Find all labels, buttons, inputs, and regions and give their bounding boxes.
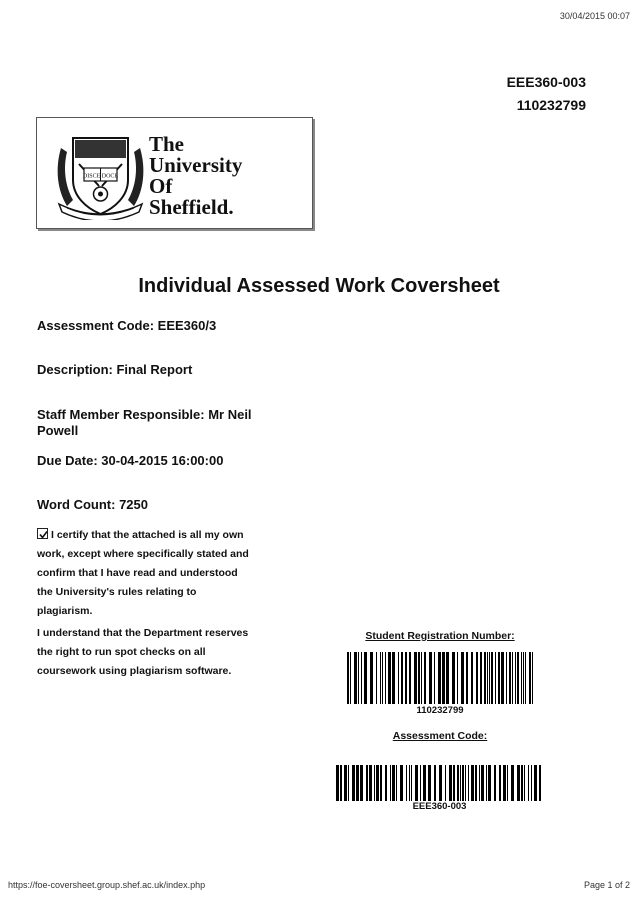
understanding-line-2: the right to run spot checks on all bbox=[37, 646, 206, 658]
barcode-bar bbox=[340, 765, 342, 801]
barcode-bar bbox=[347, 652, 349, 704]
barcode-bar bbox=[348, 765, 349, 801]
barcode-bar bbox=[392, 765, 395, 801]
barcode-bar bbox=[388, 652, 391, 704]
understanding-line-1: I understand that the Department reserves bbox=[37, 627, 249, 639]
page-title: Individual Assessed Work Coversheet bbox=[138, 275, 500, 297]
barcode-bar bbox=[434, 652, 435, 704]
barcode-bar bbox=[358, 652, 359, 704]
university-crest-icon bbox=[53, 128, 148, 220]
registration-barcode-value: 110232799 bbox=[416, 705, 464, 716]
barcode-bar bbox=[390, 765, 391, 801]
barcode-bar bbox=[344, 765, 347, 801]
registration-barcode bbox=[347, 652, 533, 709]
barcode-bar bbox=[434, 765, 436, 801]
barcode-bar bbox=[521, 652, 522, 704]
barcode-bar bbox=[506, 652, 507, 704]
barcode-bar bbox=[336, 765, 339, 801]
barcode-bar bbox=[479, 765, 480, 801]
barcode-bar bbox=[484, 652, 486, 704]
barcode-bar bbox=[411, 765, 412, 801]
barcode-bar bbox=[398, 652, 399, 704]
assessment-code-field: Assessment Code: EEE360/3 bbox=[37, 318, 217, 333]
barcode-bar bbox=[521, 765, 523, 801]
barcode-bar bbox=[396, 765, 397, 801]
registration-id-header: 110232799 bbox=[516, 97, 586, 113]
barcode-bar bbox=[480, 652, 482, 704]
barcode-bar bbox=[534, 765, 537, 801]
staff-member-field bbox=[37, 407, 252, 439]
registration-number-label: Student Registration Number: bbox=[365, 630, 515, 642]
barcode-bar bbox=[471, 652, 473, 704]
barcode-bar bbox=[531, 765, 532, 801]
barcode-bar bbox=[385, 765, 387, 801]
barcode-bar bbox=[457, 652, 458, 704]
barcode-bar bbox=[528, 765, 529, 801]
barcode-bar bbox=[439, 765, 442, 801]
barcode-bar bbox=[401, 652, 403, 704]
logo-line-sheffield: Sheffield. bbox=[149, 195, 234, 219]
barcode-bar bbox=[517, 765, 520, 801]
barcode-bar bbox=[501, 652, 504, 704]
barcode-bar bbox=[465, 765, 466, 801]
print-page-number: Page 1 of 2 bbox=[583, 880, 630, 890]
barcode-bar bbox=[361, 652, 362, 704]
barcode-bar bbox=[466, 652, 468, 704]
university-name bbox=[149, 134, 242, 218]
barcode-bar bbox=[487, 652, 488, 704]
barcode-bar bbox=[453, 765, 455, 801]
barcode-bar bbox=[489, 652, 490, 704]
barcode-bar bbox=[512, 652, 513, 704]
barcode-bar bbox=[424, 652, 426, 704]
barcode-bar bbox=[380, 765, 382, 801]
certification-line-5: plagiarism. bbox=[37, 605, 93, 617]
university-logo bbox=[36, 117, 313, 229]
barcode-bar bbox=[457, 765, 459, 801]
barcode-bar bbox=[452, 652, 455, 704]
barcode-bar bbox=[409, 765, 410, 801]
certification-line-1: I certify that the attached is all my own bbox=[51, 529, 244, 541]
barcode-bar bbox=[382, 652, 383, 704]
barcode-bar bbox=[460, 765, 461, 801]
barcode-bar bbox=[405, 652, 407, 704]
barcode-bar bbox=[374, 765, 375, 801]
barcode-bar bbox=[494, 765, 496, 801]
barcode-bar bbox=[369, 765, 372, 801]
barcode-bar bbox=[525, 652, 526, 704]
barcode-bar bbox=[499, 765, 501, 801]
barcode-bar bbox=[511, 765, 514, 801]
barcode-bar bbox=[414, 652, 417, 704]
checkmark-icon bbox=[38, 529, 49, 540]
barcode-bar bbox=[428, 765, 431, 801]
barcode-bar bbox=[406, 765, 407, 801]
barcode-bar bbox=[507, 765, 508, 801]
crest-motto: DISCE DOCE bbox=[82, 173, 119, 180]
barcode-bar bbox=[446, 652, 449, 704]
barcode-bar bbox=[471, 765, 474, 801]
plagiarism-check-statement bbox=[37, 624, 277, 681]
certify-checkbox[interactable] bbox=[37, 528, 48, 539]
barcode-bar bbox=[376, 652, 377, 704]
barcode-bar bbox=[385, 652, 386, 704]
staff-member-line-2: Powell bbox=[37, 423, 79, 438]
barcode-bar bbox=[476, 652, 478, 704]
certification-line-4: the University's rules relating to bbox=[37, 586, 197, 598]
barcode-bar bbox=[376, 765, 379, 801]
barcode-bar bbox=[529, 652, 531, 704]
due-date-field: Due Date: 30-04-2015 16:00:00 bbox=[37, 453, 224, 468]
logo-line-the: The bbox=[149, 132, 185, 156]
staff-member-line-1: Staff Member Responsible: Mr Neil bbox=[37, 407, 252, 422]
logo-line-of: Of bbox=[149, 174, 173, 198]
barcode-bar bbox=[380, 652, 381, 704]
understanding-line-3: coursework using plagiarism software. bbox=[37, 665, 232, 677]
barcode-bar bbox=[445, 765, 446, 801]
barcode-bar bbox=[475, 765, 477, 801]
barcode-bar bbox=[539, 765, 541, 801]
barcode-bar bbox=[438, 652, 441, 704]
print-url: https://foe-coversheet.group.shef.ac.uk/index.php bbox=[8, 880, 206, 890]
certification-line-3: confirm that I have read and understood bbox=[37, 567, 238, 579]
barcode-bar bbox=[356, 765, 359, 801]
barcode-bar bbox=[515, 652, 516, 704]
barcode-bar bbox=[524, 765, 525, 801]
barcode-bar bbox=[481, 765, 484, 801]
barcode-bar bbox=[364, 652, 367, 704]
assessment-barcode-value: EEE360-003 bbox=[412, 801, 467, 812]
word-count-field: Word Count: 7250 bbox=[37, 497, 148, 512]
print-timestamp: 30/04/2015 00:07 bbox=[559, 11, 630, 21]
barcode-bar bbox=[491, 652, 493, 704]
barcode-bar bbox=[462, 765, 464, 801]
barcode-bar bbox=[360, 765, 363, 801]
assessment-id-header: EEE360-003 bbox=[506, 74, 586, 90]
barcode-bar bbox=[420, 765, 421, 801]
logo-line-university: University bbox=[149, 153, 243, 177]
certification-statement bbox=[37, 526, 267, 621]
barcode-bar bbox=[400, 765, 403, 801]
barcode-bar bbox=[392, 652, 395, 704]
barcode-bar bbox=[517, 652, 519, 704]
barcode-bar bbox=[352, 765, 355, 801]
barcode-bar bbox=[442, 652, 445, 704]
barcode-bar bbox=[366, 765, 368, 801]
barcode-bar bbox=[461, 652, 464, 704]
barcode-bar bbox=[495, 652, 496, 704]
barcode-bar bbox=[468, 765, 469, 801]
barcode-bar bbox=[429, 652, 432, 704]
barcode-bar bbox=[415, 765, 418, 801]
barcode-bar bbox=[418, 652, 420, 704]
assessment-barcode bbox=[336, 765, 543, 806]
assessment-code-label: Assessment Code: bbox=[392, 730, 488, 742]
barcode-bar bbox=[532, 652, 533, 704]
description-field: Description: Final Report bbox=[37, 362, 193, 377]
barcode-bar bbox=[421, 652, 422, 704]
certification-line-2: work, except where specifically stated and bbox=[37, 548, 249, 560]
barcode-bar bbox=[350, 652, 351, 704]
barcode-bar bbox=[370, 652, 373, 704]
barcode-bar bbox=[498, 652, 500, 704]
barcode-bar bbox=[486, 765, 487, 801]
barcode-bar bbox=[509, 652, 511, 704]
barcode-bar bbox=[503, 765, 506, 801]
barcode-bar bbox=[449, 765, 452, 801]
barcode-bar bbox=[523, 652, 524, 704]
barcode-bar bbox=[354, 652, 357, 704]
barcode-bar bbox=[423, 765, 426, 801]
barcode-bar bbox=[488, 765, 491, 801]
barcode-bar bbox=[409, 652, 411, 704]
